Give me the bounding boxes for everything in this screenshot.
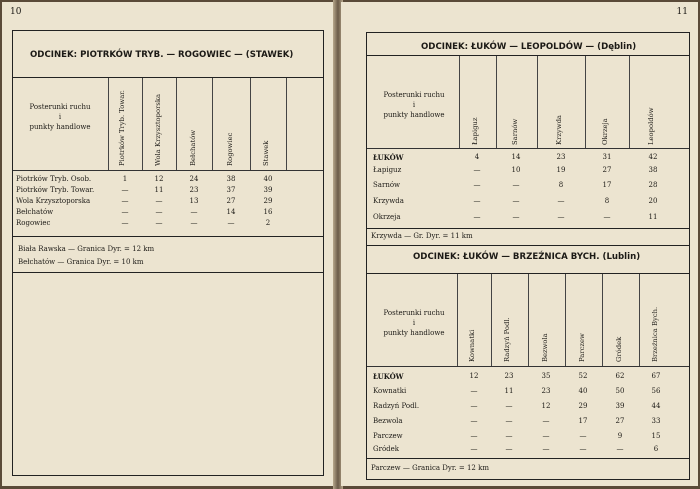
column-divider	[602, 274, 603, 366]
cell: 16	[263, 208, 273, 216]
header-label-line: Posterunki ruchu	[383, 91, 445, 99]
header-label-line: Posterunki ruchu	[29, 103, 91, 111]
cell: —	[473, 166, 481, 174]
cell: 38	[226, 175, 236, 183]
column-divider	[496, 56, 497, 148]
cell: 23	[541, 387, 551, 395]
cell: 42	[648, 153, 658, 161]
cell: 15	[651, 432, 661, 440]
column-header: Gródek	[615, 336, 623, 362]
header-label-line: Posterunki ruchu	[383, 309, 445, 317]
cell: 39	[615, 402, 625, 410]
cell: —	[155, 197, 163, 205]
divider	[367, 366, 689, 367]
cell: —	[121, 197, 129, 205]
cell: 33	[651, 417, 661, 425]
column-header: Rogowiec	[226, 132, 234, 166]
section-title: ODCINEK: ŁUKÓW — LEOPOLDÓW — (Dęblin)	[421, 42, 637, 52]
cell: 13	[189, 197, 199, 205]
cell: —	[470, 402, 478, 410]
divider	[13, 236, 323, 237]
cell: 40	[263, 175, 273, 183]
row-label: Rogowiec	[16, 219, 51, 227]
column-divider	[459, 56, 460, 148]
column-header: Łapiguz	[471, 117, 479, 145]
column-header: Leopoldów	[647, 107, 655, 145]
column-divider	[108, 78, 109, 170]
column-header: Brzeźnica Bych.	[651, 306, 659, 362]
cell: 17	[602, 181, 612, 189]
header-label-line: i	[412, 101, 416, 109]
section-title: ODCINEK: ŁUKÓW — BRZEŹNICA BYCH. (Lublin)	[413, 252, 641, 262]
cell: —	[505, 417, 513, 425]
cell: 23	[504, 372, 514, 380]
divider	[367, 148, 689, 149]
header-label	[16, 102, 104, 132]
column-divider	[639, 274, 640, 366]
cell: —	[470, 432, 478, 440]
cell: —	[557, 197, 565, 205]
cell: 14	[226, 208, 236, 216]
cell: 8	[604, 197, 610, 205]
header-label-line: punkty handlowe	[383, 111, 445, 119]
column-header: Kownatki	[468, 329, 476, 362]
row-label: ŁUKÓW	[373, 153, 404, 162]
cell: —	[121, 219, 129, 227]
cell: —	[512, 197, 520, 205]
divider	[13, 170, 323, 171]
row-label: Krzywda	[373, 197, 404, 205]
column-header: Stawek	[262, 140, 270, 166]
column-header: Piotrków Tryb. Towar.	[118, 90, 126, 166]
row-label: Radzyń Podl.	[373, 402, 420, 410]
column-header: Bełchatów	[189, 129, 197, 166]
page-number: 11	[676, 7, 688, 17]
cell: —	[579, 432, 587, 440]
cell: —	[470, 417, 478, 425]
cell: 4	[474, 153, 480, 161]
cell: —	[512, 213, 520, 221]
cell: 52	[578, 372, 588, 380]
cell: —	[505, 402, 513, 410]
note: Krzywda — Gr. Dyr. = 11 km	[371, 232, 473, 240]
cell: 23	[189, 186, 199, 194]
divider	[13, 77, 323, 78]
cell: —	[542, 445, 550, 453]
cell: 17	[578, 417, 588, 425]
header-label-line: punkty handlowe	[29, 123, 91, 131]
cell: —	[579, 445, 587, 453]
cell: 2	[265, 219, 271, 227]
column-header: Parczew	[578, 333, 586, 362]
cell: —	[155, 208, 163, 216]
cell: 24	[189, 175, 199, 183]
divider	[13, 272, 323, 273]
page-number: 10	[10, 7, 22, 17]
cell: —	[542, 417, 550, 425]
row-label: Bełchatów	[16, 208, 54, 216]
column-header: Bezwola	[541, 333, 549, 362]
cell: 27	[615, 417, 625, 425]
cell: 19	[556, 166, 566, 174]
cell: 23	[556, 153, 566, 161]
cell: 12	[154, 175, 164, 183]
cell: —	[121, 208, 129, 216]
cell: —	[542, 432, 550, 440]
cell: 40	[578, 387, 588, 395]
cell: —	[557, 213, 565, 221]
column-header: Okrzeja	[601, 118, 609, 145]
cell: 39	[263, 186, 273, 194]
cell: 29	[263, 197, 273, 205]
note: Bełchatów — Granica Dyr. = 10 km	[18, 258, 144, 266]
cell: 27	[602, 166, 612, 174]
cell: —	[512, 181, 520, 189]
table-frame	[12, 30, 324, 476]
header-label-line: i	[58, 113, 62, 121]
cell: —	[473, 213, 481, 221]
column-header: Wola Krzysztoporska	[154, 94, 162, 166]
cell: 20	[648, 197, 658, 205]
cell: 9	[617, 432, 623, 440]
row-label: Parczew	[373, 432, 403, 440]
row-label: Piotrków Tryb. Towar.	[16, 186, 95, 194]
divider	[367, 458, 689, 459]
cell: —	[473, 197, 481, 205]
cell: 62	[615, 372, 625, 380]
cell: 11	[504, 387, 514, 395]
column-divider	[537, 56, 538, 148]
note: Parczew — Granica Dyr. = 12 km	[371, 464, 489, 472]
column-divider	[212, 78, 213, 170]
row-label: Okrzeja	[373, 213, 401, 221]
note: Biała Rawska — Granica Dyr. = 12 km	[18, 245, 155, 253]
cell: 44	[651, 402, 661, 410]
cell: —	[121, 186, 129, 194]
divider	[367, 228, 689, 229]
cell: 12	[469, 372, 479, 380]
cell: 37	[226, 186, 236, 194]
cell: 1	[122, 175, 128, 183]
cell: —	[603, 213, 611, 221]
cell: —	[155, 219, 163, 227]
cell: 11	[154, 186, 164, 194]
cell: 31	[602, 153, 612, 161]
row-label: ŁUKÓW	[373, 372, 404, 381]
row-label: Wola Krzysztoporska	[16, 197, 91, 205]
row-label: Piotrków Tryb. Osob.	[16, 175, 92, 183]
row-label: Łapiguz	[373, 166, 402, 174]
cell: —	[616, 445, 624, 453]
column-divider	[142, 78, 143, 170]
cell: —	[227, 219, 235, 227]
column-divider	[528, 274, 529, 366]
header-label-line: i	[412, 319, 416, 327]
column-header: Krzywda	[555, 115, 563, 145]
cell: 56	[651, 387, 661, 395]
cell: 29	[578, 402, 588, 410]
cell: —	[505, 432, 513, 440]
cell: 10	[511, 166, 521, 174]
column-divider	[176, 78, 177, 170]
left-page	[2, 2, 335, 486]
divider	[367, 55, 689, 56]
row-label: Sarnów	[373, 181, 401, 189]
cell: 35	[541, 372, 551, 380]
cell: 38	[648, 166, 658, 174]
cell: 28	[648, 181, 658, 189]
cell: 12	[541, 402, 551, 410]
cell: 27	[226, 197, 236, 205]
column-divider	[565, 274, 566, 366]
cell: 11	[648, 213, 658, 221]
header-label-line: punkty handlowe	[383, 329, 445, 337]
row-label: Kownatki	[373, 387, 407, 395]
cell: —	[470, 387, 478, 395]
divider	[367, 245, 689, 246]
row-label: Bezwola	[373, 417, 403, 425]
column-header: Radzyń Podl.	[503, 317, 511, 362]
cell: 8	[558, 181, 564, 189]
header-label	[371, 90, 457, 120]
column-header: Sarnów	[511, 118, 519, 145]
column-divider	[585, 56, 586, 148]
right-page	[341, 2, 698, 486]
cell: 14	[511, 153, 521, 161]
header-label	[371, 308, 457, 338]
column-divider	[491, 274, 492, 366]
cell: —	[190, 208, 198, 216]
cell: 67	[651, 372, 661, 380]
column-divider	[457, 274, 458, 366]
cell: 50	[615, 387, 625, 395]
cell: —	[505, 445, 513, 453]
column-divider	[629, 56, 630, 148]
section-title: ODCINEK: PIOTRKÓW TRYB. — ROGOWIEC — (STAWEK)	[30, 50, 294, 60]
row-label: Gródek	[373, 445, 400, 453]
cell: —	[190, 219, 198, 227]
column-divider	[286, 78, 287, 170]
column-divider	[250, 78, 251, 170]
cell: —	[473, 181, 481, 189]
cell: 6	[653, 445, 659, 453]
cell: —	[470, 445, 478, 453]
